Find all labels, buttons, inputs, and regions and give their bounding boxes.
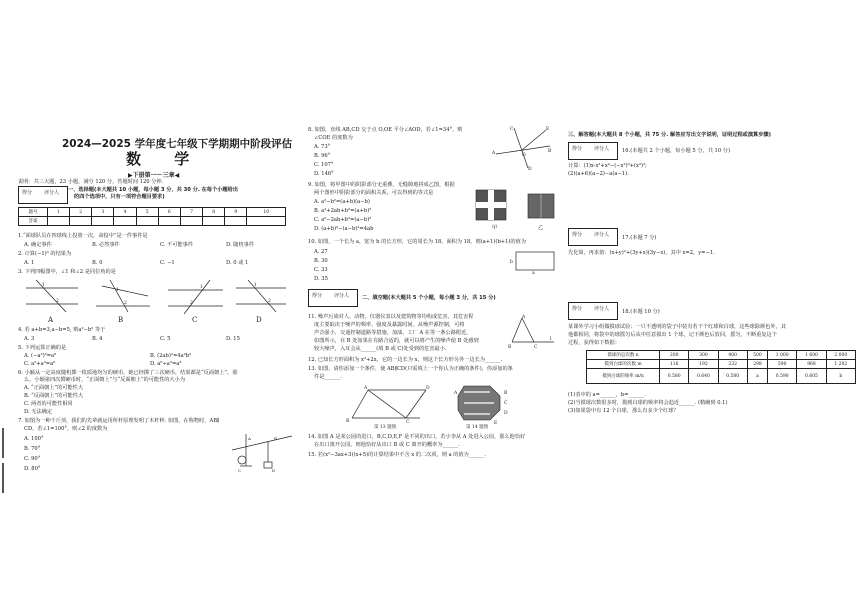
answer-cell[interactable] — [225, 217, 247, 226]
q13-caption: 第 13 题图 — [374, 425, 397, 430]
q3-label-b: B — [118, 316, 124, 324]
answer-cell[interactable] — [203, 217, 225, 226]
score-box-18: 得分 评分人 — [568, 302, 618, 320]
q5-option-b: B. (2ab)²=4a²b² — [150, 353, 192, 359]
q5-option-a: A. (−a²)³=a⁶ — [24, 353, 57, 359]
answer-cell[interactable] — [70, 217, 92, 226]
q10-option-b: B. 30 — [314, 258, 328, 264]
q10-option-d: D. 35 — [314, 276, 328, 282]
answer-cell[interactable] — [114, 217, 136, 226]
q1-option-b: B. 必然事件 — [92, 242, 120, 248]
svg-text:C: C — [406, 420, 410, 424]
q3-stem: 3. 下列四幅图中，∠1 和∠2 是同位角的是 — [18, 269, 116, 275]
q9-fig-label-2: 乙 — [538, 225, 544, 231]
svg-text:B: B — [504, 391, 508, 396]
answer-row-label: 答案 — [19, 217, 48, 226]
q18-ask-3: (3)如果袋中有 12 个白球，那么有多少个红球？ — [568, 408, 679, 414]
q16-heading: 16.(本题共 2 个小题，每小题 5 分，共 10 分) — [622, 148, 731, 154]
q5-option-c: C. a²+a³=a⁵ — [24, 361, 56, 367]
section1-heading-2: 的四个选项中，只有一项符合题目要求) — [74, 194, 165, 200]
q7-option-b: B. 70° — [24, 446, 41, 452]
column-right — [566, 0, 858, 609]
q16-answer-area[interactable] — [568, 180, 848, 224]
q17-heading: 17.(本题 7 分) — [622, 235, 657, 241]
svg-text:B: B — [274, 436, 277, 441]
svg-text:D: D — [504, 411, 508, 416]
q11-figure — [508, 314, 558, 348]
q2-option-c: C. −1 — [160, 260, 175, 266]
answer-cell[interactable] — [180, 217, 202, 226]
q11-line-4: 如图所示，在 B 处如果在有路合适的，就可以将产生的噪声使 B 处感到 — [314, 338, 479, 344]
svg-text:B: B — [346, 419, 350, 424]
answer-cell[interactable] — [92, 217, 114, 226]
q9-figures — [472, 188, 562, 230]
score-box-16: 得分 评分人 — [568, 142, 618, 160]
table-row: 摸到白球的频率 m/n 0.580 0.640 0.580 a 0.590 0.605 b — [587, 369, 856, 384]
svg-text:2: 2 — [56, 299, 59, 304]
score-box-1: 得分 评分人 — [18, 186, 68, 204]
section1-heading: 一、选择题(本大题共 10 小题，每小题 3 分，共 30 分. 在每个小题给出 — [68, 187, 238, 193]
section2-heading: 二、填空题(本大题共 5 个小题，每小题 3 分，共 15 分) — [362, 295, 496, 301]
q11-line-1: 11. 噪声污染对人、动物、仪器仪表以及建筑物等均构成危害，其危害程 — [308, 314, 474, 320]
svg-text:1: 1 — [254, 283, 257, 288]
svg-text:O: O — [522, 153, 526, 158]
q4-option-b: B. 4 — [92, 336, 103, 342]
q6-stem-2: 么，小颖第四次掷硬币时，“正面朝上”与“反面朝上”的可能性的大小为 — [24, 377, 186, 383]
page-title: 2024—2025 学年度七年级下学期期中阶段评估 — [62, 138, 293, 150]
q5-stem: 5. 下列运算正确的是 — [18, 345, 67, 351]
q9-option-a: A. a²−b²=(a+b)(a−b) — [314, 199, 370, 205]
q8-option-c: C. 107° — [314, 162, 334, 168]
q6-option-d: D. 无法确定 — [24, 409, 53, 415]
q2-option-d: D. 0 或 1 — [226, 260, 249, 266]
q1-option-a: A. 确定事件 — [24, 242, 52, 248]
q7-stem-2: CD，若∠1=100°，则∠2 的度数为 — [24, 426, 108, 432]
table-row: 摸到白球的次数 m 116 192 232 298 590 968 1 202 — [587, 360, 856, 369]
svg-text:C: C — [534, 345, 538, 348]
q18-data-table — [586, 350, 856, 384]
q4-stem: 4. 若 a+b=3,a−b=5, 则a²−b² 等于 — [18, 327, 106, 333]
q8-option-a: A. 73° — [314, 144, 331, 150]
score-box-2: 得分 评分人 — [308, 289, 358, 307]
q8-stem: 8. 如图，直线 AB,CD 交于点 O,OE 平分∠AOD，若∠1=34°，则 — [308, 127, 463, 133]
subject-title: 数 学 — [126, 150, 204, 168]
q13-stem-2: 件是______. — [314, 374, 342, 380]
q4-option-c: C. 5 — [160, 336, 171, 342]
q10-option-a: A. 27 — [314, 249, 328, 255]
table-row: 摸球的总次数 n 200 300 400 500 1 000 1 600 2 000 — [587, 351, 856, 360]
answer-cell[interactable] — [247, 217, 286, 226]
q18-ask-1: (1)表中的 a=______，b=______. — [568, 392, 646, 398]
q8-option-b: B. 96° — [314, 153, 331, 159]
q10-option-c: C. 33 — [314, 267, 328, 273]
q14-stem-2: 在出口离开公园，则他恰好从出口 B 或 C 离开的概率为______. — [314, 442, 460, 448]
answer-cell[interactable] — [48, 217, 70, 226]
svg-text:E: E — [546, 127, 550, 132]
score-box-17: 得分 评分人 — [568, 228, 618, 246]
svg-text:A: A — [454, 391, 458, 396]
answer-table: 题号 1 2 3 4 5 6 7 8 9 10 答案 — [18, 207, 286, 226]
q7-option-a: A. 100° — [24, 436, 44, 442]
q1-option-c: C. 不可能事件 — [160, 242, 194, 248]
q8-option-d: D. 146° — [314, 171, 334, 177]
answer-table-header: 题号 — [19, 208, 48, 217]
svg-text:1: 1 — [42, 283, 45, 288]
q8-stem-2: ∠COE 的度数为 — [314, 135, 353, 141]
q7-stem: 7. 如图为一种千斤顶，我们的先辈就运用所杆原理发明了木杆秤. 如图，在称物时，AB∥ — [18, 418, 220, 424]
q7-lever-figure — [228, 432, 294, 472]
svg-text:A: A — [492, 151, 496, 156]
svg-text:D: D — [426, 386, 430, 391]
q6-option-c: C. 两者的可能性相同 — [24, 401, 73, 407]
q14-park-figure — [454, 380, 514, 424]
q9-stem: 9. 如图，将甲图中的阴影部分无重叠，无缝隙地拼成乙图，根据 — [308, 182, 455, 188]
q17-answer-area[interactable] — [568, 260, 848, 298]
q9-fig-label-1: 甲 — [492, 225, 498, 231]
q6-option-b: B. “反面朝上”的可能性大 — [24, 393, 84, 399]
svg-text:C: C — [238, 468, 242, 472]
q6-option-a: A. “正面朝上”的可能性大 — [24, 385, 84, 391]
q2-option-b: B. 0 — [92, 260, 103, 266]
svg-text:A: A — [364, 386, 368, 391]
svg-text:B: B — [548, 149, 552, 154]
answer-cell[interactable] — [136, 217, 158, 226]
svg-text:D: D — [528, 167, 532, 170]
q10-rectangle-figure — [510, 248, 558, 274]
q9-option-c: C. a²−2ab+b²=(a−b)² — [314, 217, 372, 223]
q18-answer-area[interactable] — [568, 418, 848, 478]
q18-line-3: 过程，获得如下数据： — [568, 340, 620, 346]
q18-line-2: 他都相同，将袋中的球摇匀后从中任意摸出 1 个球，记下颜色后放回，摇匀，不断重复这个 — [568, 332, 777, 338]
q9-option-d: D. (a+b)²−(a−b)²=4ab — [314, 226, 374, 232]
q18-heading: 18.(本题 10 分) — [622, 309, 660, 315]
q13-figure — [346, 384, 430, 424]
q3-figures — [18, 276, 288, 316]
chapter-range: ▶下册第一～三章◀ — [128, 172, 180, 179]
svg-text:C: C — [504, 401, 508, 406]
q14-stem: 14. 如图 A 是某公园的进口，B,C,D,E,F 是不同的出口，若小李从 A 处进入公园，那么他恰好 — [308, 434, 526, 440]
q18-ask-2: (2)当摸球次数很多时，摸到白球的频率将会趋近______. (精确到 0.1) — [568, 400, 728, 406]
q6-stem: 6. 小颖从一定高度随机掷一枚质地均匀的硬币，她已经掷了三次硬币，结果都是“反面朝上”，那 — [18, 370, 238, 376]
q8-figure — [492, 124, 552, 170]
q1-option-d: D. 随机事件 — [226, 242, 255, 248]
svg-text:A: A — [522, 315, 526, 320]
answer-cell[interactable] — [158, 217, 180, 226]
q16-line-1: 计算：(1)x·x³+x⁴−(−x²)³+(x²)²; — [568, 163, 647, 169]
q1-stem: 1.“面球队员在四球线上投篮一次，命投中”是一件事件是 — [18, 233, 148, 239]
svg-text:B: B — [508, 345, 512, 348]
q11-line-2: 度主要取决于噪声的频率、强度及暴露时间。从噪声源控制，可将 — [314, 322, 465, 328]
q2-option-a: A. 1 — [24, 260, 35, 266]
svg-text:C: C — [510, 127, 514, 132]
svg-text:a: a — [532, 271, 535, 274]
q12-stem: 12. 已知长方形面积为 x²+2x，它的一边长为 x，则这个长方形另外一边长为______. — [308, 357, 503, 363]
q2-stem: 2. 计算(−1)⁰ 的结果为 — [18, 251, 72, 257]
svg-text:A: A — [248, 436, 251, 441]
q11-line-5: 较大噪声，入耳会从______(填 B 或 C)处受到的危害最小. — [314, 346, 447, 352]
svg-text:2: 2 — [190, 301, 193, 306]
q9-option-b: B. a²+2ab+b²=(a+b)² — [314, 208, 372, 214]
column-left — [0, 0, 300, 609]
q7-option-c: C. 90° — [24, 456, 41, 462]
svg-text:2: 2 — [268, 299, 271, 304]
q10-stem: 10. 如图，一个长为 a，宽为 b 的长方形，它的周长为 18，面积为 18，则(a+1)(b+1)的值为 — [308, 239, 526, 245]
svg-text:D: D — [272, 468, 276, 472]
column-middle — [302, 0, 564, 609]
q4-option-d: D. 15 — [226, 336, 240, 342]
q4-option-a: A. 3 — [24, 336, 35, 342]
svg-text:E: E — [494, 421, 498, 424]
svg-text:2: 2 — [124, 301, 127, 306]
q18-line-1: 某课外学习小组做摸球试验：一只不透明的袋子中装有若干个红球和白球，这些球除颜色外，其 — [568, 324, 786, 330]
q3-label-a: A — [48, 316, 54, 324]
q9-stem-2: 两个图形中阴影部分的面积关系，可以得到的等式是 — [314, 190, 434, 196]
q3-label-c: C — [192, 316, 198, 324]
q15-stem: 15. 若(x²−3ax+3)(x+5)的计算结果中不含 x 的二次项，则 a 的值为______. — [308, 452, 487, 458]
section3-heading: 三、解答题(本大题共 8 个小题，共 75 分. 解答应写出文字说明，证明过程或演算步骤) — [568, 132, 771, 138]
q7-option-d: D. 80° — [24, 466, 41, 472]
q16-line-2: (2)(a+6)(a−2)−a(a−1). — [568, 171, 629, 177]
q17-line-1: 先化简，再求值：(x+y)²+(3y+x)(3y−x)，其中 x=2，y=−1. — [568, 250, 715, 256]
q13-stem: 13. 如图，请你添加一个条件，使 AB∥CD(只需填上一个你认为正确的条件)，你添加的条 — [308, 366, 513, 372]
q11-line-3: 声音强小，交通控制道路等措施，加油，工厂 A 在等一条公路附近， — [314, 330, 472, 336]
svg-text:1: 1 — [116, 288, 119, 293]
svg-text:1: 1 — [200, 285, 203, 290]
exam-notice: 说明：共三大题，23 小题，满分 120 分，答题时间 120 分钟. — [18, 179, 164, 185]
q3-label-d: D — [256, 316, 262, 324]
svg-text:l: l — [550, 337, 552, 342]
svg-text:b: b — [510, 260, 513, 265]
q14-caption: 第 14 题图 — [466, 425, 489, 430]
q5-option-d: D. a⁶÷a²=a³ — [150, 361, 182, 367]
